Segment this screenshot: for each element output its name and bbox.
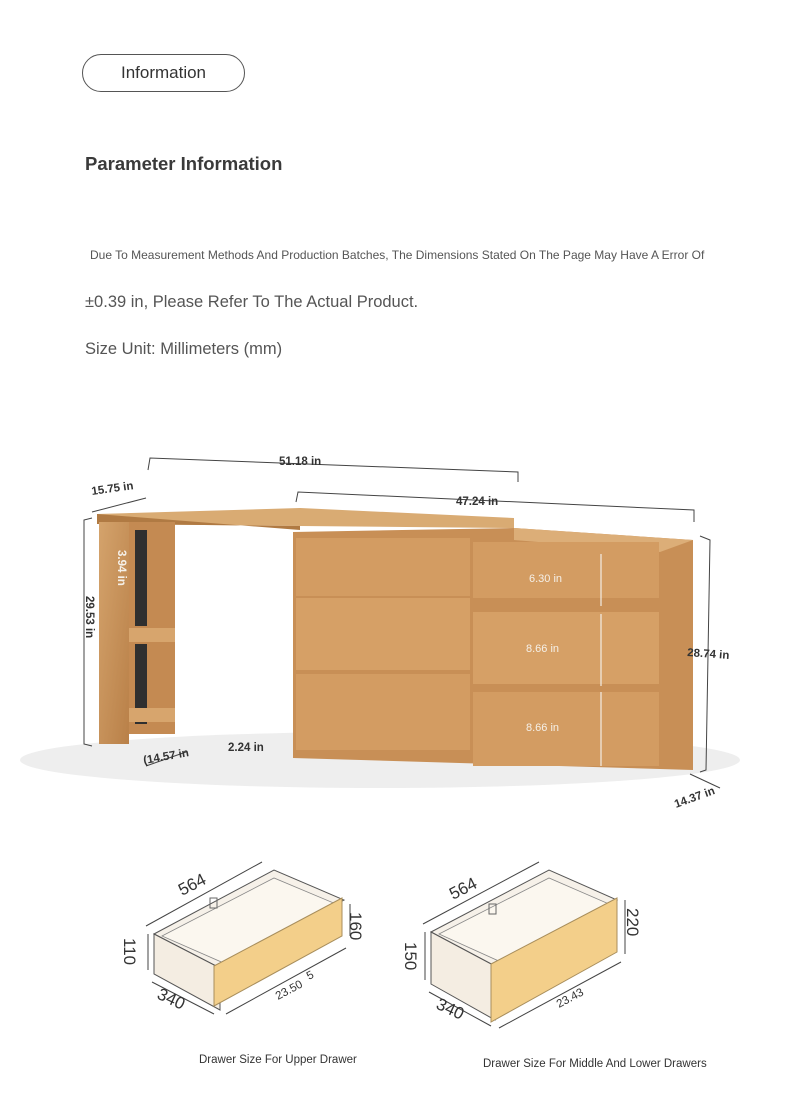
upper-front-width-label: 23.50 <box>273 978 305 1003</box>
lower-drawer-diagram <box>395 850 665 1040</box>
leg-width-label: 2.24 in <box>228 742 264 754</box>
information-tab[interactable]: Information <box>82 54 245 92</box>
furniture-dimension-diagram <box>0 430 790 820</box>
cabinet-width-label: 47.24 in <box>456 496 499 508</box>
drawer-lower-right <box>473 692 659 766</box>
total-width-label: 51.18 in <box>279 456 322 468</box>
upper-extra-mark: 5 <box>304 969 317 983</box>
cabinet-height-label: 28.74 in <box>686 647 730 662</box>
lower-outer-height-label: 220 <box>623 908 642 937</box>
desk-depth-label: 15.75 in <box>90 480 135 498</box>
size-unit-note: Size Unit: Millimeters (mm) <box>85 340 283 358</box>
leg-depth-label: (14.57 in <box>142 747 190 767</box>
lower-drawer-label: 8.66 in <box>526 722 560 734</box>
tolerance-note: ±0.39 in, Please Refer To The Actual Product. <box>85 293 419 311</box>
upper-inner-height-label: 110 <box>120 938 139 966</box>
desk-height-label: 29.53 in <box>83 596 95 639</box>
drawer-top-left <box>296 538 470 596</box>
middle-drawer-label: 8.66 in <box>526 643 560 655</box>
measurement-note: Due To Measurement Methods And Production Batches, The Dimensions Stated On The Page May Have A Error Of <box>90 248 705 262</box>
drawer-middle-left <box>296 598 470 670</box>
lower-front-width-label: 23.43 <box>554 986 586 1011</box>
upper-drawer-diagram <box>110 850 380 1030</box>
shelf-gap-label: 3.94 in <box>115 550 127 586</box>
upper-depth-label: 340 <box>154 984 189 1014</box>
drawer-top-right <box>473 542 659 598</box>
cabinet-depth-label: 14.37 in <box>672 785 717 811</box>
upper-drawer-caption: Drawer Size For Upper Drawer <box>199 1054 357 1066</box>
upper-outer-height-label: 160 <box>346 912 365 941</box>
lower-length-label: 564 <box>446 873 481 904</box>
section-title: Parameter Information <box>85 153 283 174</box>
top-drawer-label: 6.30 in <box>529 573 563 585</box>
lower-inner-height-label: 150 <box>401 942 420 971</box>
lower-drawer-caption: Drawer Size For Middle And Lower Drawers <box>483 1058 707 1070</box>
lower-depth-label: 340 <box>433 994 468 1024</box>
upper-length-label: 564 <box>175 869 210 900</box>
drawer-lower-left <box>296 674 470 750</box>
drawer-middle-right <box>473 612 659 684</box>
